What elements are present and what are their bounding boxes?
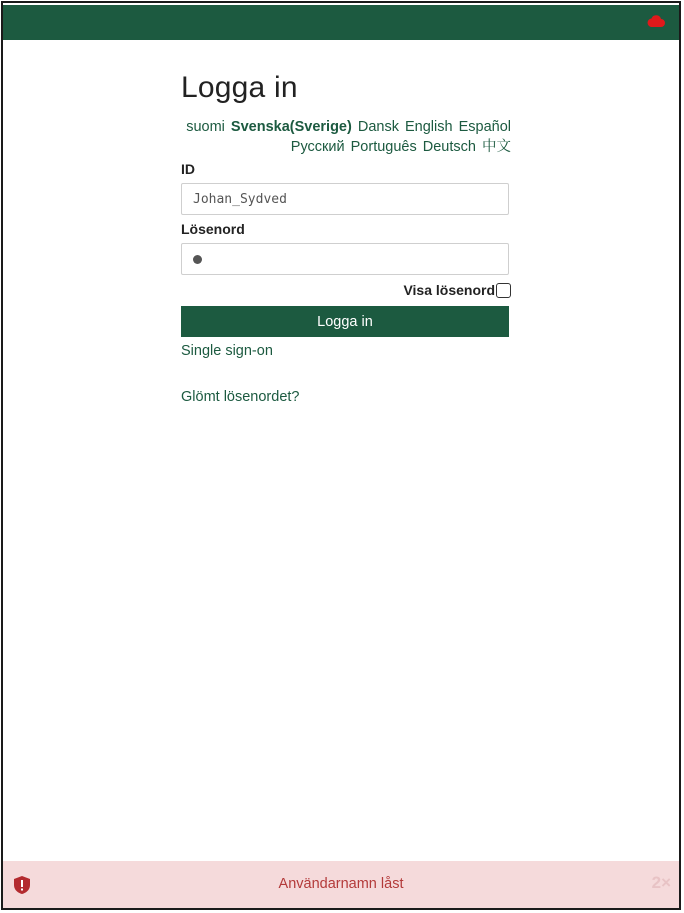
id-label: ID xyxy=(181,161,195,177)
cloud-icon xyxy=(647,14,665,28)
language-row-2 xyxy=(181,137,511,157)
forgot-password-link[interactable]: Glömt lösenordet? xyxy=(181,389,300,405)
password-input[interactable] xyxy=(181,243,509,275)
single-sign-on-link[interactable]: Single sign-on xyxy=(181,343,273,359)
password-mask-dot xyxy=(193,255,202,264)
alert-message: Användarnamn låst xyxy=(278,876,404,892)
language-row-1 xyxy=(181,117,511,137)
lang-link-suomi[interactable]: suomi xyxy=(186,119,225,135)
id-input[interactable] xyxy=(181,183,509,215)
alert-banner xyxy=(3,861,679,908)
id-input-value: Johan_Sydved xyxy=(193,191,287,207)
login-form xyxy=(181,71,511,405)
app-frame xyxy=(1,1,681,910)
lang-link-svenska[interactable]: Svenska(Sverige) xyxy=(230,119,352,135)
lang-link-deutsch[interactable]: Deutsch xyxy=(422,139,476,155)
show-password-checkbox[interactable] xyxy=(496,283,511,298)
lang-link-chinese[interactable]: 中文 xyxy=(482,139,511,155)
lang-link-russian[interactable]: Русский xyxy=(290,139,345,155)
lang-link-dansk[interactable]: Dansk xyxy=(357,119,399,135)
lang-link-portugues[interactable]: Português xyxy=(350,139,417,155)
lang-link-english[interactable]: English xyxy=(405,119,453,135)
show-password-row xyxy=(181,280,511,300)
alert-count-badge: 2× xyxy=(651,873,671,892)
top-bar xyxy=(3,5,679,40)
password-label: Lösenord xyxy=(181,221,245,237)
show-password-label[interactable]: Visa lösenord xyxy=(403,282,495,298)
page-title: Logga in xyxy=(181,71,298,104)
login-button[interactable]: Logga in xyxy=(181,306,509,337)
language-selector xyxy=(181,117,511,157)
lang-link-espanol[interactable]: Español xyxy=(458,119,511,135)
